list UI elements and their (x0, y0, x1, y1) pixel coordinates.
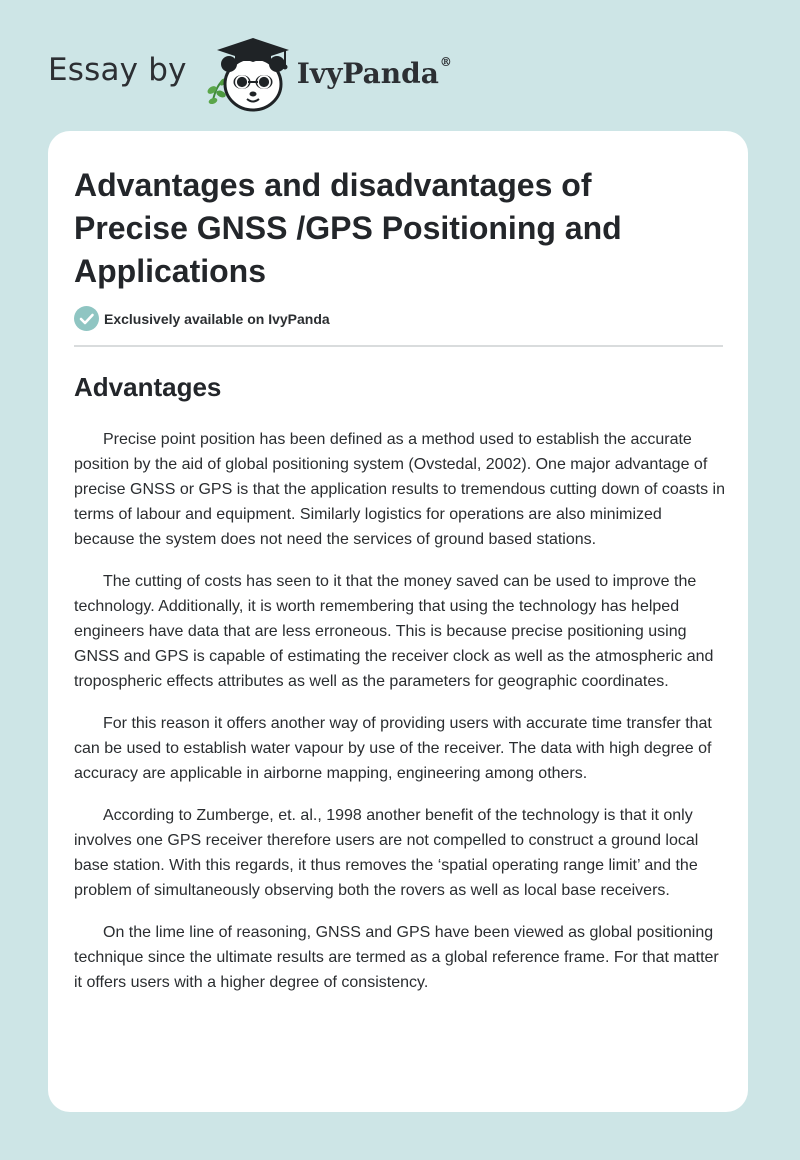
exclusive-badge-label: Exclusively available on IvyPanda (104, 310, 330, 327)
brand-name: IvyPanda® (296, 54, 452, 90)
article-title: Advantages and disadvantages of Precise GNSS /GPS Positioning and Applications (74, 167, 622, 289)
paragraph: On the lime line of reasoning, GNSS and GPS have been viewed as global positioning technique since the ultimate results are termed as a global reference frame. For that matter it offers users with a higher degree of consistency. (74, 924, 719, 991)
check-circle-icon (74, 306, 99, 331)
paragraph: For this reason it offers another way of providing users with accurate time transfer that can be used to establish water vapour by use of the receiver. The data with high degree of accuracy are applicable in airborne mapping, engineering among others. (74, 715, 712, 782)
paragraph: The cutting of costs has seen to it that the money saved can be used to improve the technology. Additionally, it is worth remembering that using the technology has helped engineers have data that are less erroneous. This is because precise positioning using GNSS and GPS is capable of estimating the receiver clock as well as the atmospheric and tropospheric effects attributes as well as the parameters for geographic coordinates. (74, 573, 714, 690)
divider (74, 345, 723, 347)
exclusive-badge (74, 306, 330, 331)
article-body (74, 427, 726, 1012)
paragraph: According to Zumberge, et. al., 1998 another benefit of the technology is that it only involves one GPS receiver therefore users are not compelled to construct a ground local base station. With this regards, it thus removes the ‘spatial operating range limit’ and the problem of simultaneously observing both the rovers as well as local base receivers. (74, 807, 699, 899)
paragraph: Precise point position has been defined as a method used to establish the accurate position by the aid of global positioning system (Ovstedal, 2002). One major advantage of precise GNSS or GPS is that the application results to tremendous cutting down of coasts in terms of labour and equipment. Similarly logistics for operations are also minimized because the system does not need the services of ground based stations. (74, 431, 725, 548)
site-brand[interactable] (48, 34, 452, 114)
article-card (48, 131, 748, 1112)
brand-prefix: Essay by (48, 52, 187, 88)
panda-graduate-logo-icon (201, 34, 295, 114)
section-heading: Advantages (74, 372, 222, 402)
